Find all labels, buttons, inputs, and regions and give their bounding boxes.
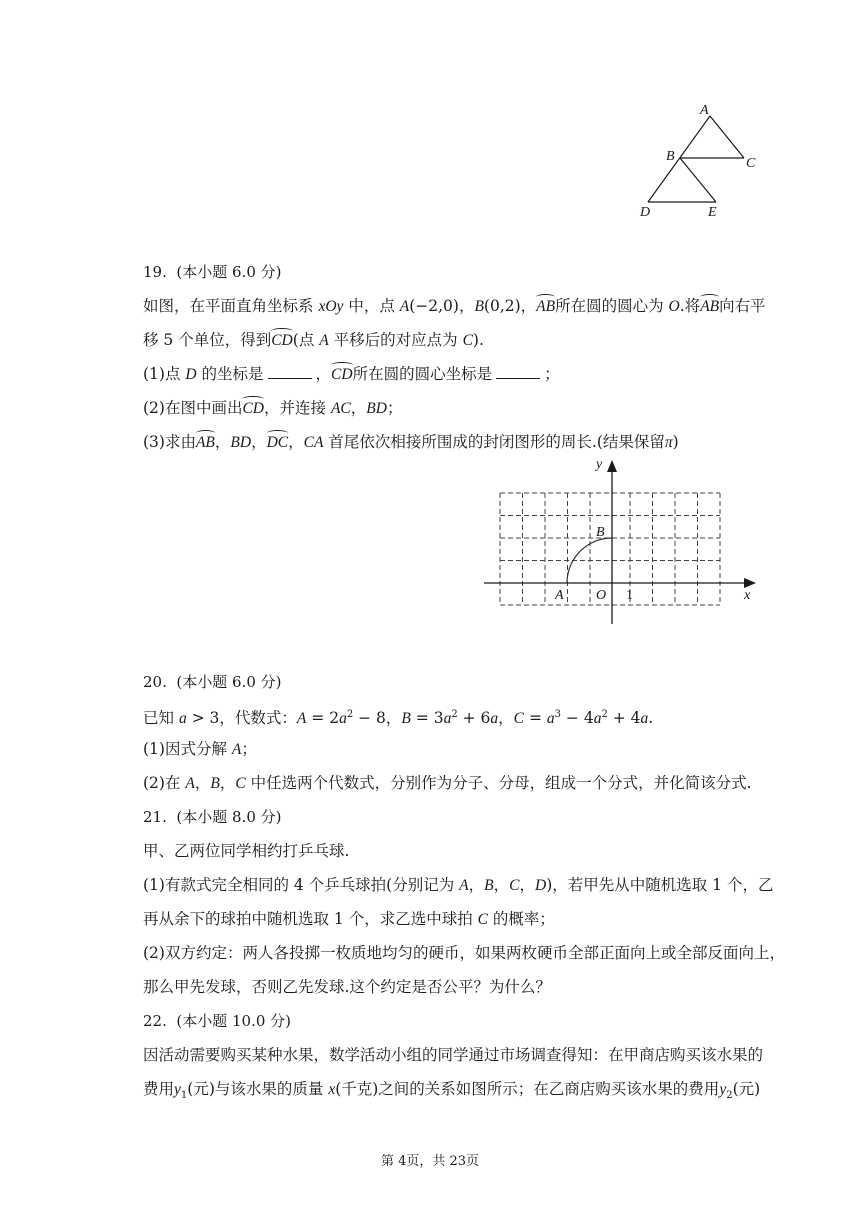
segment-ad (648, 116, 710, 202)
coordinate-grid-figure (478, 452, 768, 632)
q19-part1: (1)点 D 的坐标是 ，CD所在圆的圆心坐标是 ； (143, 365, 560, 383)
q21-part1-line2: 再从余下的球拍中随机选取 1 个，求乙选中球拍 C 的概率； (143, 910, 555, 928)
label-d: D (640, 205, 651, 220)
arc-ab: AB (700, 298, 720, 315)
arc-cd: CD (242, 400, 265, 417)
q20-part1: (1)因式分解 A； (143, 740, 257, 758)
arc-cd: CD (271, 332, 293, 349)
y-axis-arrow (607, 460, 617, 472)
q21-part1-line1: (1)有款式完全相同的 4 个乒乓球拍(分别记为 A，B，C，D)，若甲先从中随机选取 1 个，乙 (143, 876, 774, 894)
label-b: B (666, 149, 675, 164)
answer-blank (268, 364, 312, 379)
triangle-figure (632, 100, 772, 222)
q22-header: 22. (本小题 10.0 分) (143, 1012, 292, 1030)
q21-part2-line1: (2)双方约定：两人各投掷一枚质地均匀的硬币，如果两枚硬币全部正面向上或全部反面向上， (143, 944, 785, 962)
segment-be (680, 158, 716, 202)
point-a-label: A (555, 588, 564, 603)
q20-part2: (2)在 A，B，C 中任选两个代数式，分别作为分子、分母，组成一个分式，并化简该分式. (143, 774, 752, 792)
q19-stem-line1: 如图，在平面直角坐标系 xOy 中，点 A(−2,0)，B(0,2)，AB所在圆的圆心为 O.将AB向右平 (143, 297, 766, 315)
label-a: A (700, 103, 709, 118)
arc-cd: CD (331, 366, 353, 383)
point-b-label: B (596, 525, 605, 540)
q20-stem: 已知 a > 3，代数式：$A = 2a^2 - 8$，$B = 3a^2 + 6a$，$C = a^3 - 4a^2 + 4a$. (143, 709, 654, 728)
label-e: E (708, 205, 717, 220)
x-axis-arrow (744, 578, 756, 588)
q20-header: 20. (本小题 6.0 分) (143, 673, 282, 691)
segment-ac (710, 116, 744, 158)
y-axis-label: y (596, 457, 603, 472)
answer-blank (496, 364, 540, 379)
page-footer: 第 4页，共 23页 (380, 1154, 480, 1169)
q19-part2: (2)在图中画出CD，并连接 AC，BD； (143, 399, 403, 417)
q19-part3: (3)求由AB，BD，DC，CA 首尾依次相接所围成的封闭图形的周长.(结果保留π) (143, 433, 679, 451)
q21-intro: 甲、乙两位同学相约打乒乓球. (143, 842, 350, 860)
label-c: C (746, 156, 756, 171)
q19-stem-line2: 移 5 个单位，得到CD(点 A 平移后的对应点为 C). (143, 331, 484, 349)
origin-label: O (596, 588, 607, 603)
arc-ab: AB (536, 298, 556, 315)
q19-header: 19. (本小题 6.0 分) (143, 263, 282, 281)
q21-header: 21. (本小题 8.0 分) (143, 808, 282, 826)
unit-label: 1 (626, 588, 633, 603)
q22-line1: 因活动需要购买某种水果，数学活动小组的同学通过市场调查得知：在甲商店购买该水果的 (143, 1046, 764, 1064)
arc-ab: AB (195, 434, 215, 451)
q22-line2: 费用$y_1$(元)与该水果的质量 x(千克)之间的关系如图所示；在乙商店购买该水果的费用$y_2$(元) (143, 1080, 761, 1102)
x-axis-label: x (744, 588, 751, 603)
q21-part2-line2: 那么甲先发球，否则乙先发球.这个约定是否公平？为什么？ (143, 978, 551, 996)
arc-dc: DC (266, 434, 289, 451)
